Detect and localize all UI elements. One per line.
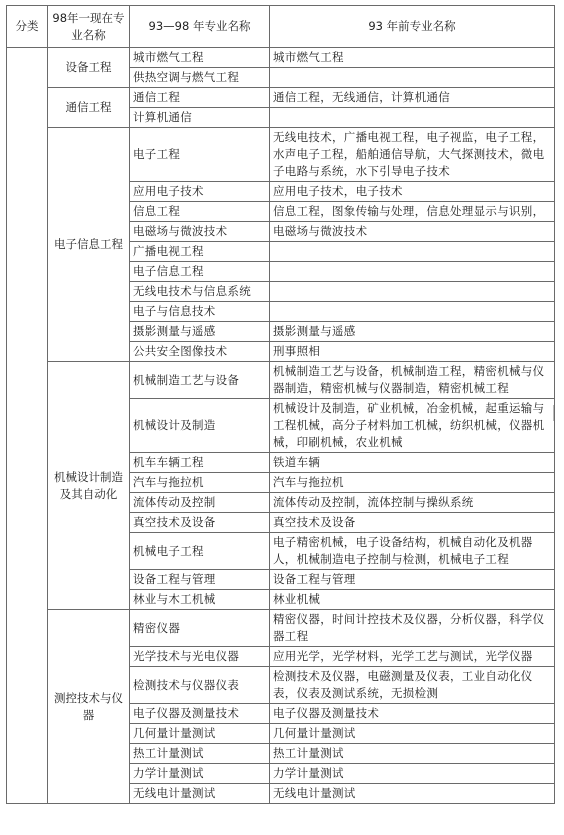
major-93-98-cell: 无线电技术与信息系统	[130, 282, 270, 302]
table-row	[7, 128, 555, 182]
major-pre-93-cell: 力学计量测试	[270, 764, 555, 784]
major-pre-93-cell	[270, 68, 555, 88]
major-pre-93-cell: 机械制造工艺与设备，机械制造工程，精密机械与仪器制造，精密机械与仪器制造，精密机械工程	[270, 362, 555, 399]
table-body	[7, 48, 555, 804]
major-pre-93-cell: 机械设计及制造，矿业机械，冶金机械，起重运输与工程机械，高分子材料加工机械，纺织机械，仪器机械，印刷机械，农业机械	[270, 399, 555, 453]
major-pre-93-cell: 通信工程，无线通信，计算机通信	[270, 88, 555, 108]
major-pre-93-cell: 热工计量测试	[270, 744, 555, 764]
major-pre-93-cell: 摄影测量与遥感	[270, 322, 555, 342]
major-pre-93-cell: 设备工程与管理	[270, 570, 555, 590]
header-category: 分类	[7, 6, 48, 48]
table-row	[7, 48, 555, 68]
major-pre-93-cell: 汽车与拖拉机	[270, 473, 555, 493]
major-93-98-cell: 汽车与拖拉机	[130, 473, 270, 493]
major-pre-93-cell: 林业机械	[270, 590, 555, 610]
major-93-98-cell: 真空技术及设备	[130, 513, 270, 533]
major-pre-93-cell	[270, 282, 555, 302]
major-93-98-cell: 机械制造工艺与设备	[130, 362, 270, 399]
major-93-98-cell: 电磁场与微波技术	[130, 222, 270, 242]
major-pre-93-cell: 应用电子技术，电子技术	[270, 182, 555, 202]
major-pre-93-cell: 无线电技术，广播电视工程，电子视监，电子工程，水声电子工程，船舶通信导航，大气探测技术，微电子电路与系统，水下引导电子技术	[270, 128, 555, 182]
header-current-major: 98年一现在专业名称	[48, 6, 130, 48]
current-major-cell: 机械设计制造及其自动化	[48, 362, 130, 610]
header-row	[7, 6, 555, 48]
major-93-98-cell: 电子信息工程	[130, 262, 270, 282]
major-93-98-cell: 摄影测量与遥感	[130, 322, 270, 342]
major-93-98-cell: 林业与木工机械	[130, 590, 270, 610]
major-pre-93-cell: 铁道车辆	[270, 453, 555, 473]
category-cell	[7, 48, 48, 804]
document-page	[6, 5, 554, 804]
major-93-98-cell: 信息工程	[130, 202, 270, 222]
major-pre-93-cell: 电磁场与微波技术	[270, 222, 555, 242]
major-pre-93-cell: 检测技术及仪器，电磁测量及仪表，工业自动化仪表，仪表及测试系统，无损检测	[270, 667, 555, 704]
table-row	[7, 362, 555, 399]
major-93-98-cell: 城市燃气工程	[130, 48, 270, 68]
table-row	[7, 610, 555, 647]
major-pre-93-cell: 电子精密机械，电子设备结构，机械自动化及机器人，机械制造电子控制与检测，机械电子工程	[270, 533, 555, 570]
major-pre-93-cell: 应用光学，光学材料，光学工艺与测试，光学仪器	[270, 647, 555, 667]
major-pre-93-cell	[270, 108, 555, 128]
header-pre-93-major: 93 年前专业名称	[270, 6, 555, 48]
major-93-98-cell: 公共安全图像技术	[130, 342, 270, 362]
major-pre-93-cell: 城市燃气工程	[270, 48, 555, 68]
major-93-98-cell: 机械设计及制造	[130, 399, 270, 453]
major-pre-93-cell: 流体传动及控制，流体控制与操纵系统	[270, 493, 555, 513]
major-pre-93-cell	[270, 242, 555, 262]
major-93-98-cell: 几何量计量测试	[130, 724, 270, 744]
major-93-98-cell: 计算机通信	[130, 108, 270, 128]
major-pre-93-cell: 刑事照相	[270, 342, 555, 362]
major-pre-93-cell: 无线电计量测试	[270, 784, 555, 804]
current-major-cell: 测控技术与仪器	[48, 610, 130, 804]
major-93-98-cell: 供热空调与燃气工程	[130, 68, 270, 88]
major-93-98-cell: 电子仪器及测量技术	[130, 704, 270, 724]
major-93-98-cell: 流体传动及控制	[130, 493, 270, 513]
major-pre-93-cell: 信息工程，图象传输与处理，信息处理显示与识别，	[270, 202, 555, 222]
major-93-98-cell: 热工计量测试	[130, 744, 270, 764]
major-pre-93-cell: 电子仪器及测量技术	[270, 704, 555, 724]
current-major-cell: 通信工程	[48, 88, 130, 128]
major-pre-93-cell: 几何量计量测试	[270, 724, 555, 744]
major-93-98-cell: 设备工程与管理	[130, 570, 270, 590]
major-93-98-cell: 机械电子工程	[130, 533, 270, 570]
major-pre-93-cell	[270, 302, 555, 322]
major-mapping-table	[6, 5, 555, 804]
major-pre-93-cell	[270, 262, 555, 282]
major-pre-93-cell: 精密仪器，时间计控技术及仪器，分析仪器，科学仪器工程	[270, 610, 555, 647]
major-93-98-cell: 机车车辆工程	[130, 453, 270, 473]
major-93-98-cell: 无线电计量测试	[130, 784, 270, 804]
major-93-98-cell: 广播电视工程	[130, 242, 270, 262]
header-93-98-major: 93—98 年专业名称	[130, 6, 270, 48]
major-93-98-cell: 电子工程	[130, 128, 270, 182]
major-93-98-cell: 电子与信息技术	[130, 302, 270, 322]
margin-mark	[553, 405, 554, 421]
table-row	[7, 88, 555, 108]
major-93-98-cell: 精密仪器	[130, 610, 270, 647]
major-93-98-cell: 通信工程	[130, 88, 270, 108]
major-93-98-cell: 光学技术与光电仪器	[130, 647, 270, 667]
current-major-cell: 设备工程	[48, 48, 130, 88]
major-93-98-cell: 应用电子技术	[130, 182, 270, 202]
major-93-98-cell: 力学计量测试	[130, 764, 270, 784]
current-major-cell: 电子信息工程	[48, 128, 130, 362]
major-pre-93-cell: 真空技术及设备	[270, 513, 555, 533]
major-93-98-cell: 检测技术与仪器仪表	[130, 667, 270, 704]
